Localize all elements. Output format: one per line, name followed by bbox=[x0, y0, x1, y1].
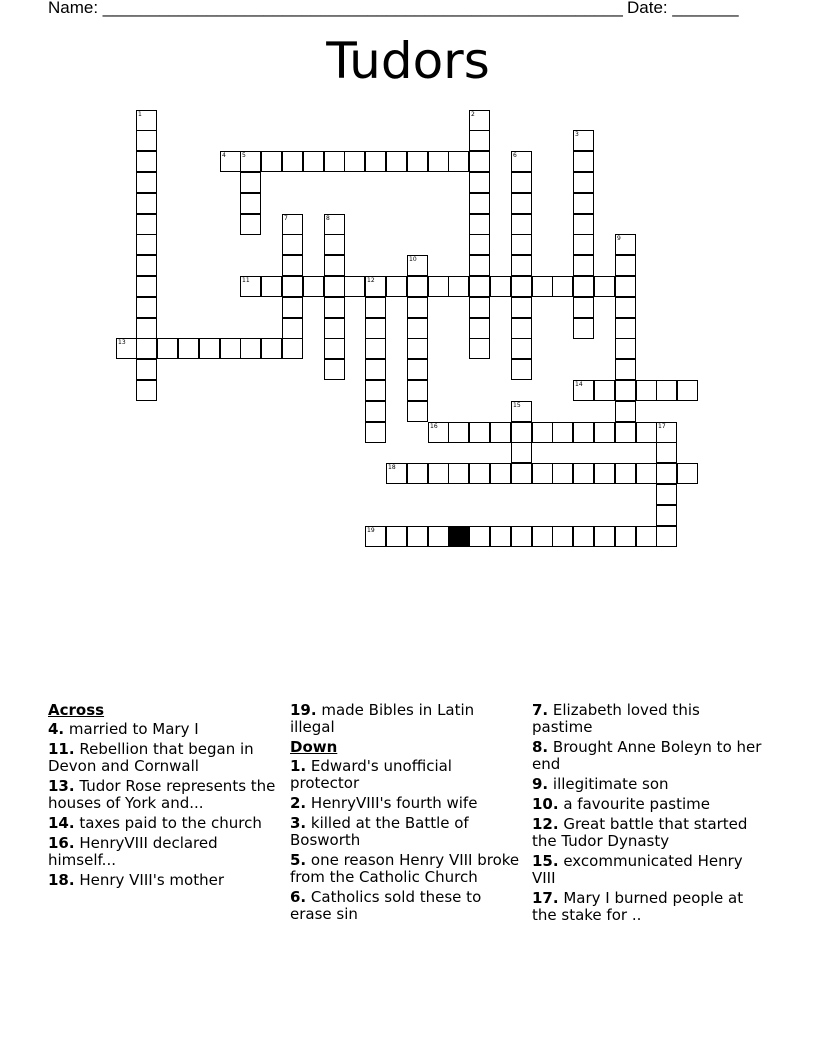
grid-cell[interactable] bbox=[199, 338, 220, 359]
clue-number: 19 bbox=[367, 527, 375, 534]
grid-cell[interactable] bbox=[469, 193, 490, 214]
black-cell bbox=[448, 526, 469, 547]
grid-cell[interactable] bbox=[511, 422, 532, 443]
clue-down-3: 3. killed at the Battle of Bosworth bbox=[290, 814, 469, 849]
grid-cell[interactable] bbox=[656, 484, 677, 505]
grid-cell[interactable] bbox=[615, 276, 636, 297]
grid-cell[interactable] bbox=[573, 130, 594, 151]
grid-cell[interactable] bbox=[615, 422, 636, 443]
clue-down-9: 9. illegitimate son bbox=[532, 775, 669, 793]
grid-cell[interactable] bbox=[136, 172, 157, 193]
grid-cell[interactable] bbox=[136, 255, 157, 276]
grid-cell[interactable] bbox=[282, 214, 303, 235]
grid-cell[interactable] bbox=[365, 422, 386, 443]
grid-cell[interactable] bbox=[448, 463, 469, 484]
grid-cell[interactable] bbox=[656, 463, 677, 484]
grid-cell[interactable] bbox=[407, 338, 428, 359]
clue-down-12: 12. Great battle that started the Tudor Dynasty bbox=[532, 815, 748, 850]
grid-cell[interactable] bbox=[636, 526, 657, 547]
grid-cell[interactable] bbox=[136, 338, 157, 359]
grid-cell[interactable] bbox=[469, 151, 490, 172]
grid-cell[interactable] bbox=[594, 422, 615, 443]
grid-cell[interactable] bbox=[594, 276, 615, 297]
grid-cell[interactable] bbox=[136, 380, 157, 401]
grid-cell[interactable] bbox=[511, 359, 532, 380]
grid-cell[interactable] bbox=[511, 401, 532, 422]
grid-cell[interactable] bbox=[573, 255, 594, 276]
grid-cell[interactable] bbox=[324, 255, 345, 276]
grid-cell[interactable] bbox=[573, 151, 594, 172]
grid-cell[interactable] bbox=[636, 380, 657, 401]
grid-cell[interactable] bbox=[573, 318, 594, 339]
grid-cell[interactable] bbox=[116, 338, 137, 359]
name-field-label: Name: _______________________________________________________ bbox=[48, 0, 623, 17]
grid-cell[interactable] bbox=[469, 422, 490, 443]
grid-cell[interactable] bbox=[386, 276, 407, 297]
grid-cell[interactable] bbox=[469, 338, 490, 359]
grid-cell[interactable] bbox=[428, 151, 449, 172]
grid-cell[interactable] bbox=[240, 172, 261, 193]
grid-cell[interactable] bbox=[490, 463, 511, 484]
grid-cell[interactable] bbox=[656, 442, 677, 463]
clue-number: 8 bbox=[326, 215, 330, 222]
grid-cell[interactable] bbox=[365, 297, 386, 318]
grid-cell[interactable] bbox=[511, 463, 532, 484]
clue-across-16: 16. HenryVIII declared himself... bbox=[48, 834, 218, 869]
grid-cell[interactable] bbox=[324, 276, 345, 297]
clue-down-5: 5. one reason Henry VIII broke from the Catholic Church bbox=[290, 851, 520, 886]
grid-cell[interactable] bbox=[365, 338, 386, 359]
grid-cell[interactable] bbox=[220, 338, 241, 359]
grid-cell[interactable] bbox=[511, 151, 532, 172]
grid-cell[interactable] bbox=[636, 463, 657, 484]
grid-cell[interactable] bbox=[469, 526, 490, 547]
across-heading: Across bbox=[48, 701, 105, 719]
grid-cell[interactable] bbox=[324, 318, 345, 339]
clue-across-13: 13. Tudor Rose represents the houses of York and... bbox=[48, 777, 276, 812]
clue-down-2: 2. HenryVIII's fourth wife bbox=[290, 794, 478, 812]
grid-cell[interactable] bbox=[552, 276, 573, 297]
grid-cell[interactable] bbox=[573, 214, 594, 235]
grid-cell[interactable] bbox=[511, 442, 532, 463]
grid-cell[interactable] bbox=[136, 214, 157, 235]
grid-cell[interactable] bbox=[407, 255, 428, 276]
clue-number: 11 bbox=[242, 277, 250, 284]
grid-cell[interactable] bbox=[365, 151, 386, 172]
grid-cell[interactable] bbox=[282, 318, 303, 339]
grid-cell[interactable] bbox=[573, 276, 594, 297]
grid-cell[interactable] bbox=[365, 526, 386, 547]
grid-cell[interactable] bbox=[677, 380, 698, 401]
grid-cell[interactable] bbox=[490, 422, 511, 443]
grid-cell[interactable] bbox=[532, 526, 553, 547]
grid-cell[interactable] bbox=[407, 380, 428, 401]
grid-cell[interactable] bbox=[469, 172, 490, 193]
grid-cell[interactable] bbox=[386, 526, 407, 547]
grid-cell[interactable] bbox=[511, 297, 532, 318]
clue-number: 10 bbox=[409, 256, 417, 263]
grid-cell[interactable] bbox=[344, 151, 365, 172]
clue-number: 6 bbox=[513, 152, 517, 159]
grid-cell[interactable] bbox=[573, 380, 594, 401]
grid-cell[interactable] bbox=[136, 151, 157, 172]
grid-cell[interactable] bbox=[677, 463, 698, 484]
grid-cell[interactable] bbox=[552, 526, 573, 547]
grid-cell[interactable] bbox=[594, 526, 615, 547]
grid-cell[interactable] bbox=[365, 401, 386, 422]
grid-cell[interactable] bbox=[428, 276, 449, 297]
grid-cell[interactable] bbox=[428, 422, 449, 443]
clue-across-18: 18. Henry VIII's mother bbox=[48, 871, 224, 889]
grid-cell[interactable] bbox=[324, 297, 345, 318]
grid-cell[interactable] bbox=[365, 380, 386, 401]
grid-cell[interactable] bbox=[532, 463, 553, 484]
grid-cell[interactable] bbox=[573, 297, 594, 318]
clue-down-1: 1. Edward's unofficial protector bbox=[290, 757, 452, 792]
clue-number: 16 bbox=[430, 423, 438, 430]
grid-cell[interactable] bbox=[428, 463, 449, 484]
grid-cell[interactable] bbox=[407, 151, 428, 172]
grid-cell[interactable] bbox=[386, 151, 407, 172]
grid-cell[interactable] bbox=[573, 234, 594, 255]
grid-cell[interactable] bbox=[594, 463, 615, 484]
grid-cell[interactable] bbox=[407, 359, 428, 380]
clue-column-1 bbox=[48, 702, 278, 892]
clue-number: 5 bbox=[242, 152, 246, 159]
grid-cell[interactable] bbox=[615, 380, 636, 401]
grid-cell[interactable] bbox=[365, 359, 386, 380]
grid-cell[interactable] bbox=[136, 234, 157, 255]
grid-cell[interactable] bbox=[136, 130, 157, 151]
grid-cell[interactable] bbox=[136, 276, 157, 297]
grid-cell[interactable] bbox=[324, 338, 345, 359]
grid-cell[interactable] bbox=[573, 526, 594, 547]
grid-cell[interactable] bbox=[490, 276, 511, 297]
grid-cell[interactable] bbox=[303, 151, 324, 172]
grid-cell[interactable] bbox=[656, 380, 677, 401]
clue-down-8: 8. Brought Anne Boleyn to her end bbox=[532, 738, 762, 773]
grid-cell[interactable] bbox=[469, 276, 490, 297]
grid-cell[interactable] bbox=[469, 110, 490, 131]
grid-cell[interactable] bbox=[511, 234, 532, 255]
clue-down-6: 6. Catholics sold these to erase sin bbox=[290, 888, 482, 923]
clue-number: 1 bbox=[138, 111, 142, 118]
grid-cell[interactable] bbox=[615, 526, 636, 547]
grid-cell[interactable] bbox=[511, 526, 532, 547]
grid-cell[interactable] bbox=[594, 380, 615, 401]
clue-down-10: 10. a favourite pastime bbox=[532, 795, 710, 813]
grid-cell[interactable] bbox=[511, 214, 532, 235]
grid-cell[interactable] bbox=[407, 297, 428, 318]
grid-cell[interactable] bbox=[615, 463, 636, 484]
grid-cell[interactable] bbox=[615, 401, 636, 422]
clue-number: 4 bbox=[222, 152, 226, 159]
grid-cell[interactable] bbox=[656, 505, 677, 526]
grid-cell[interactable] bbox=[261, 276, 282, 297]
grid-cell[interactable] bbox=[511, 255, 532, 276]
grid-cell[interactable] bbox=[407, 318, 428, 339]
clue-number: 17 bbox=[658, 423, 666, 430]
clue-across-11: 11. Rebellion that began in Devon and Cornwall bbox=[48, 740, 254, 775]
grid-cell[interactable] bbox=[469, 318, 490, 339]
grid-cell[interactable] bbox=[365, 276, 386, 297]
grid-cell[interactable] bbox=[407, 463, 428, 484]
grid-cell[interactable] bbox=[282, 297, 303, 318]
grid-cell[interactable] bbox=[240, 338, 261, 359]
grid-cell[interactable] bbox=[469, 255, 490, 276]
grid-cell[interactable] bbox=[448, 422, 469, 443]
clue-number: 13 bbox=[118, 339, 126, 346]
grid-cell[interactable] bbox=[282, 255, 303, 276]
grid-cell[interactable] bbox=[282, 276, 303, 297]
grid-cell[interactable] bbox=[469, 214, 490, 235]
grid-cell[interactable] bbox=[573, 193, 594, 214]
clue-number: 3 bbox=[575, 131, 579, 138]
grid-cell[interactable] bbox=[490, 526, 511, 547]
clue-number: 2 bbox=[471, 111, 475, 118]
grid-cell[interactable] bbox=[324, 359, 345, 380]
grid-cell[interactable] bbox=[240, 276, 261, 297]
grid-cell[interactable] bbox=[532, 422, 553, 443]
clue-across-14: 14. taxes paid to the church bbox=[48, 814, 262, 832]
grid-cell[interactable] bbox=[615, 297, 636, 318]
grid-cell[interactable] bbox=[261, 338, 282, 359]
grid-cell[interactable] bbox=[615, 359, 636, 380]
grid-cell[interactable] bbox=[240, 193, 261, 214]
down-heading: Down bbox=[290, 738, 338, 756]
grid-cell[interactable] bbox=[511, 318, 532, 339]
grid-cell[interactable] bbox=[365, 318, 386, 339]
date-field-label: Date: _______ bbox=[627, 0, 739, 17]
grid-cell[interactable] bbox=[552, 463, 573, 484]
grid-cell[interactable] bbox=[428, 526, 449, 547]
grid-cell[interactable] bbox=[469, 463, 490, 484]
grid-cell[interactable] bbox=[136, 297, 157, 318]
grid-cell[interactable] bbox=[220, 151, 241, 172]
grid-cell[interactable] bbox=[157, 338, 178, 359]
clue-across-4: 4. married to Mary I bbox=[48, 720, 199, 738]
clue-column-2 bbox=[290, 702, 520, 926]
clue-number: 14 bbox=[575, 381, 583, 388]
grid-cell[interactable] bbox=[636, 422, 657, 443]
clue-column-3 bbox=[532, 702, 762, 927]
grid-cell[interactable] bbox=[552, 422, 573, 443]
grid-cell[interactable] bbox=[573, 172, 594, 193]
grid-cell[interactable] bbox=[615, 255, 636, 276]
grid-cell[interactable] bbox=[178, 338, 199, 359]
clue-number: 18 bbox=[388, 464, 396, 471]
clue-down-17: 17. Mary I burned people at the stake for .. bbox=[532, 889, 744, 924]
grid-cell[interactable] bbox=[469, 234, 490, 255]
clue-number: 7 bbox=[284, 215, 288, 222]
grid-cell[interactable] bbox=[282, 338, 303, 359]
grid-cell[interactable] bbox=[282, 234, 303, 255]
clue-number: 15 bbox=[513, 402, 521, 409]
clue-down-15: 15. excommunicated Henry VIII bbox=[532, 852, 743, 887]
grid-cell[interactable] bbox=[407, 526, 428, 547]
grid-cell[interactable] bbox=[407, 276, 428, 297]
clue-number: 12 bbox=[367, 277, 375, 284]
grid-cell[interactable] bbox=[469, 297, 490, 318]
grid-cell[interactable] bbox=[261, 151, 282, 172]
grid-cell[interactable] bbox=[344, 276, 365, 297]
grid-cell[interactable] bbox=[136, 318, 157, 339]
grid-cell[interactable] bbox=[136, 193, 157, 214]
grid-cell[interactable] bbox=[136, 110, 157, 131]
grid-cell[interactable] bbox=[448, 276, 469, 297]
grid-cell[interactable] bbox=[656, 526, 677, 547]
grid-cell[interactable] bbox=[511, 338, 532, 359]
grid-cell[interactable] bbox=[448, 151, 469, 172]
grid-cell[interactable] bbox=[573, 463, 594, 484]
grid-cell[interactable] bbox=[282, 151, 303, 172]
grid-cell[interactable] bbox=[573, 422, 594, 443]
grid-cell[interactable] bbox=[511, 193, 532, 214]
grid-cell[interactable] bbox=[615, 338, 636, 359]
grid-cell[interactable] bbox=[386, 463, 407, 484]
grid-cell[interactable] bbox=[615, 318, 636, 339]
grid-cell[interactable] bbox=[240, 151, 261, 172]
grid-cell[interactable] bbox=[324, 151, 345, 172]
grid-cell[interactable] bbox=[324, 234, 345, 255]
grid-cell[interactable] bbox=[324, 214, 345, 235]
clue-number: 9 bbox=[617, 235, 621, 242]
grid-cell[interactable] bbox=[511, 276, 532, 297]
grid-cell[interactable] bbox=[656, 422, 677, 443]
grid-cell[interactable] bbox=[407, 401, 428, 422]
grid-cell[interactable] bbox=[240, 214, 261, 235]
grid-cell[interactable] bbox=[511, 172, 532, 193]
grid-cell[interactable] bbox=[136, 359, 157, 380]
grid-cell[interactable] bbox=[615, 234, 636, 255]
clue-down-7: 7. Elizabeth loved this pastime bbox=[532, 701, 700, 736]
page-title: Tudors bbox=[326, 32, 490, 90]
grid-cell[interactable] bbox=[303, 276, 324, 297]
grid-cell[interactable] bbox=[469, 130, 490, 151]
clue-across-19: 19. made Bibles in Latin illegal bbox=[290, 701, 475, 736]
grid-cell[interactable] bbox=[532, 276, 553, 297]
